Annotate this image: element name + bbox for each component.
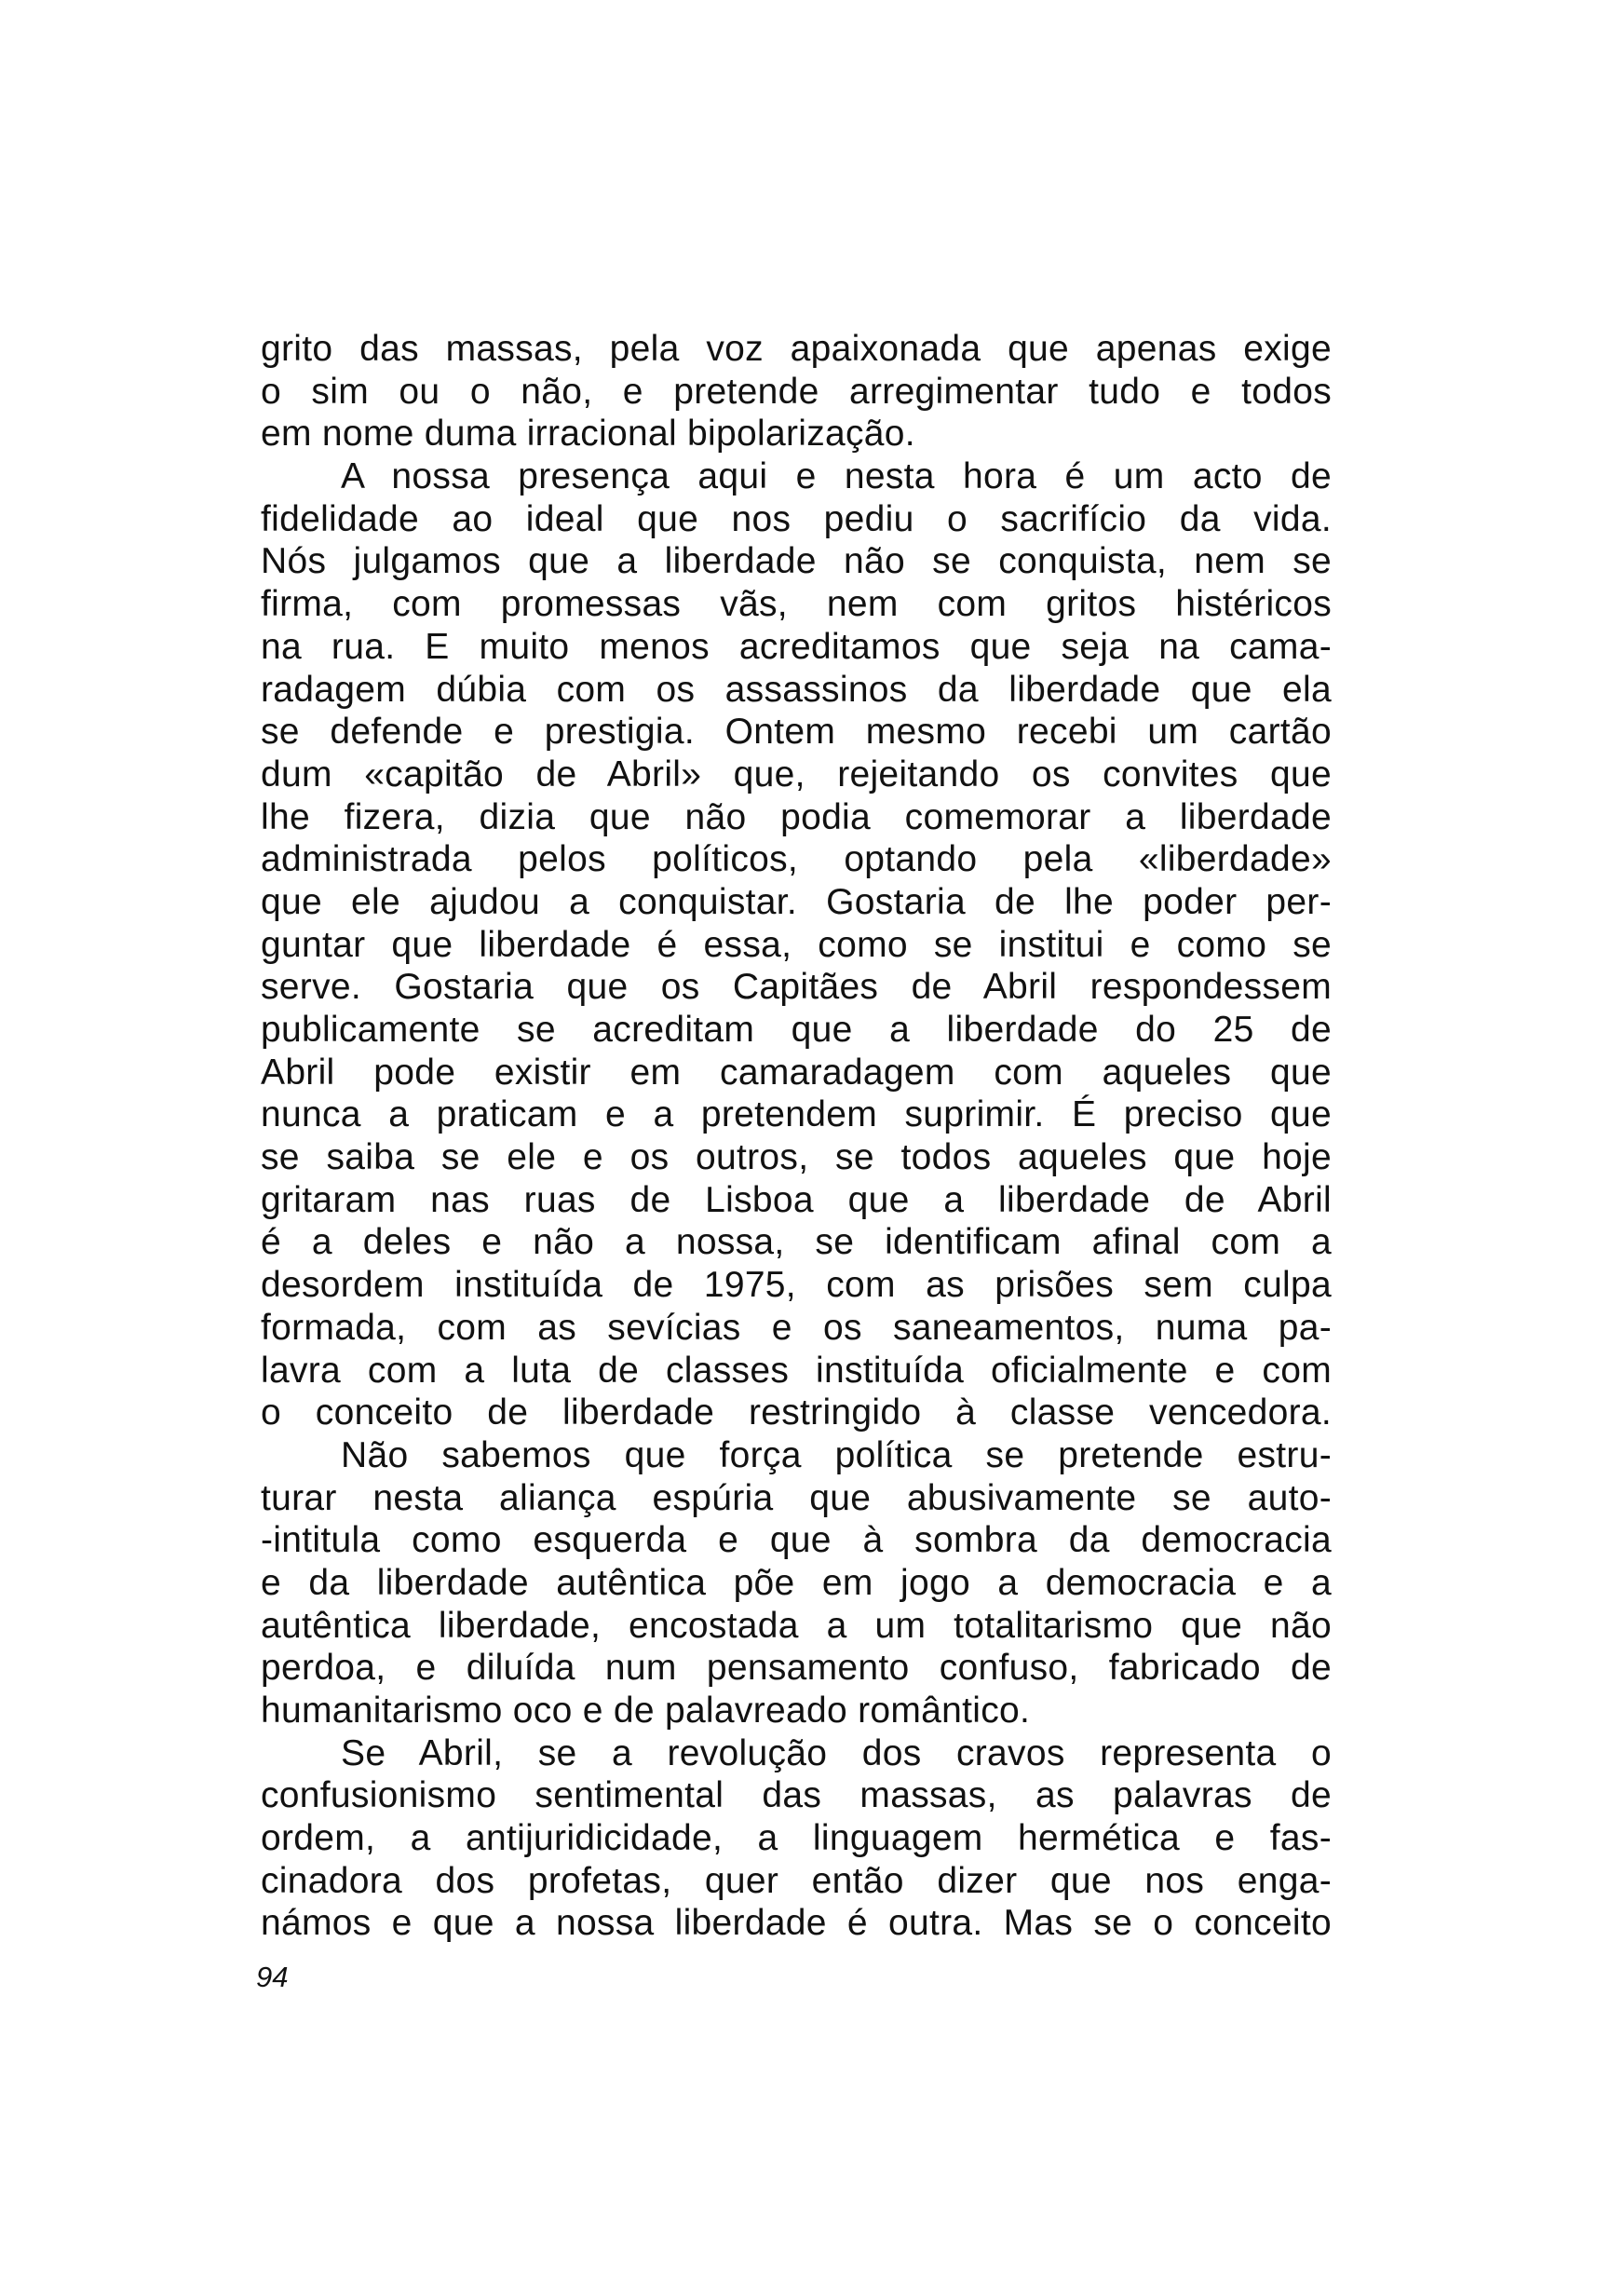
text-line: turar nesta aliança espúria que abusivamente se auto- bbox=[261, 1477, 1332, 1518]
text-line: humanitarismo oco e de palavreado romântico. bbox=[261, 1691, 1031, 1731]
text-line: fidelidade ao ideal que nos pediu o sacrifício da vida. bbox=[261, 498, 1332, 539]
text-line: lhe fizera, dizia que não podia comemorar a liberdade bbox=[261, 796, 1332, 837]
text-line: e da liberdade autêntica põe em jogo a democracia e a bbox=[261, 1562, 1332, 1603]
text-line: que ele ajudou a conquistar. Gostaria de lhe poder per- bbox=[261, 881, 1332, 922]
text-line: A nossa presença aqui e nesta hora é um acto de bbox=[341, 456, 1332, 497]
text-line: lavra com a luta de classes instituída oficialmente e com bbox=[261, 1350, 1332, 1391]
text-line: se saiba se ele e os outros, se todos aqueles que hoje bbox=[261, 1137, 1332, 1178]
text-line: em nome duma irracional bipolarização. bbox=[261, 414, 915, 455]
text-line: publicamente se acreditam que a liberdade do 25 de bbox=[261, 1010, 1332, 1050]
text-line: o sim ou o não, e pretende arregimentar tudo e todos bbox=[261, 371, 1332, 412]
body-text bbox=[261, 328, 1332, 1945]
text-line: dum «capitão de Abril» que, rejeitando os convites que bbox=[261, 754, 1332, 794]
text-line: administrada pelos políticos, optando pela «liberdade» bbox=[261, 839, 1332, 880]
text-line: guntar que liberdade é essa, como se institui e como se bbox=[261, 924, 1332, 965]
text-line: gritaram nas ruas de Lisboa que a liberdade de Abril bbox=[261, 1179, 1332, 1220]
text-line: Nós julgamos que a liberdade não se conquista, nem se bbox=[261, 541, 1332, 582]
text-line: cinadora dos profetas, quer então dizer que nos enga- bbox=[261, 1860, 1332, 1901]
text-line: Se Abril, se a revolução dos cravos representa o bbox=[341, 1732, 1332, 1773]
text-line: perdoa, e diluída num pensamento confuso, fabricado de bbox=[261, 1648, 1332, 1689]
text-line: serve. Gostaria que os Capitães de Abril respondessem bbox=[261, 967, 1332, 1008]
text-line: námos e que a nossa liberdade é outra. Mas se o conceito bbox=[261, 1903, 1332, 1944]
text-line: o conceito de liberdade restringido à classe vencedora. bbox=[261, 1392, 1332, 1433]
text-line: desordem instituída de 1975, com as prisões sem culpa bbox=[261, 1265, 1332, 1306]
text-line: nunca a praticam e a pretendem suprimir. É preciso que bbox=[261, 1094, 1332, 1135]
text-line: se defende e prestigia. Ontem mesmo recebi um cartão bbox=[261, 712, 1332, 753]
text-line: é a deles e não a nossa, se identificam afinal com a bbox=[261, 1222, 1332, 1263]
text-line: na rua. E muito menos acreditamos que seja na cama- bbox=[261, 626, 1332, 667]
text-line: Não sabemos que força política se pretende estru- bbox=[341, 1434, 1332, 1475]
text-line: ordem, a antijuridicidade, a linguagem hermética e fas- bbox=[261, 1818, 1332, 1859]
text-line: firma, com promessas vãs, nem com gritos histéricos bbox=[261, 584, 1332, 625]
text-line: autêntica liberdade, encostada a um totalitarismo que não bbox=[261, 1605, 1332, 1646]
text-line: radagem dúbia com os assassinos da liberdade que ela bbox=[261, 669, 1332, 710]
text-line: grito das massas, pela voz apaixonada que apenas exige bbox=[261, 329, 1332, 369]
page-number: 94 bbox=[256, 1961, 289, 1993]
text-line: formada, com as sevícias e os saneamentos, numa pa- bbox=[261, 1307, 1332, 1348]
text-line: confusionismo sentimental das massas, as palavras de bbox=[261, 1775, 1332, 1816]
text-line: Abril pode existir em camaradagem com aqueles que bbox=[261, 1052, 1332, 1093]
text-line: -intitula como esquerda e que à sombra da democracia bbox=[261, 1520, 1332, 1561]
